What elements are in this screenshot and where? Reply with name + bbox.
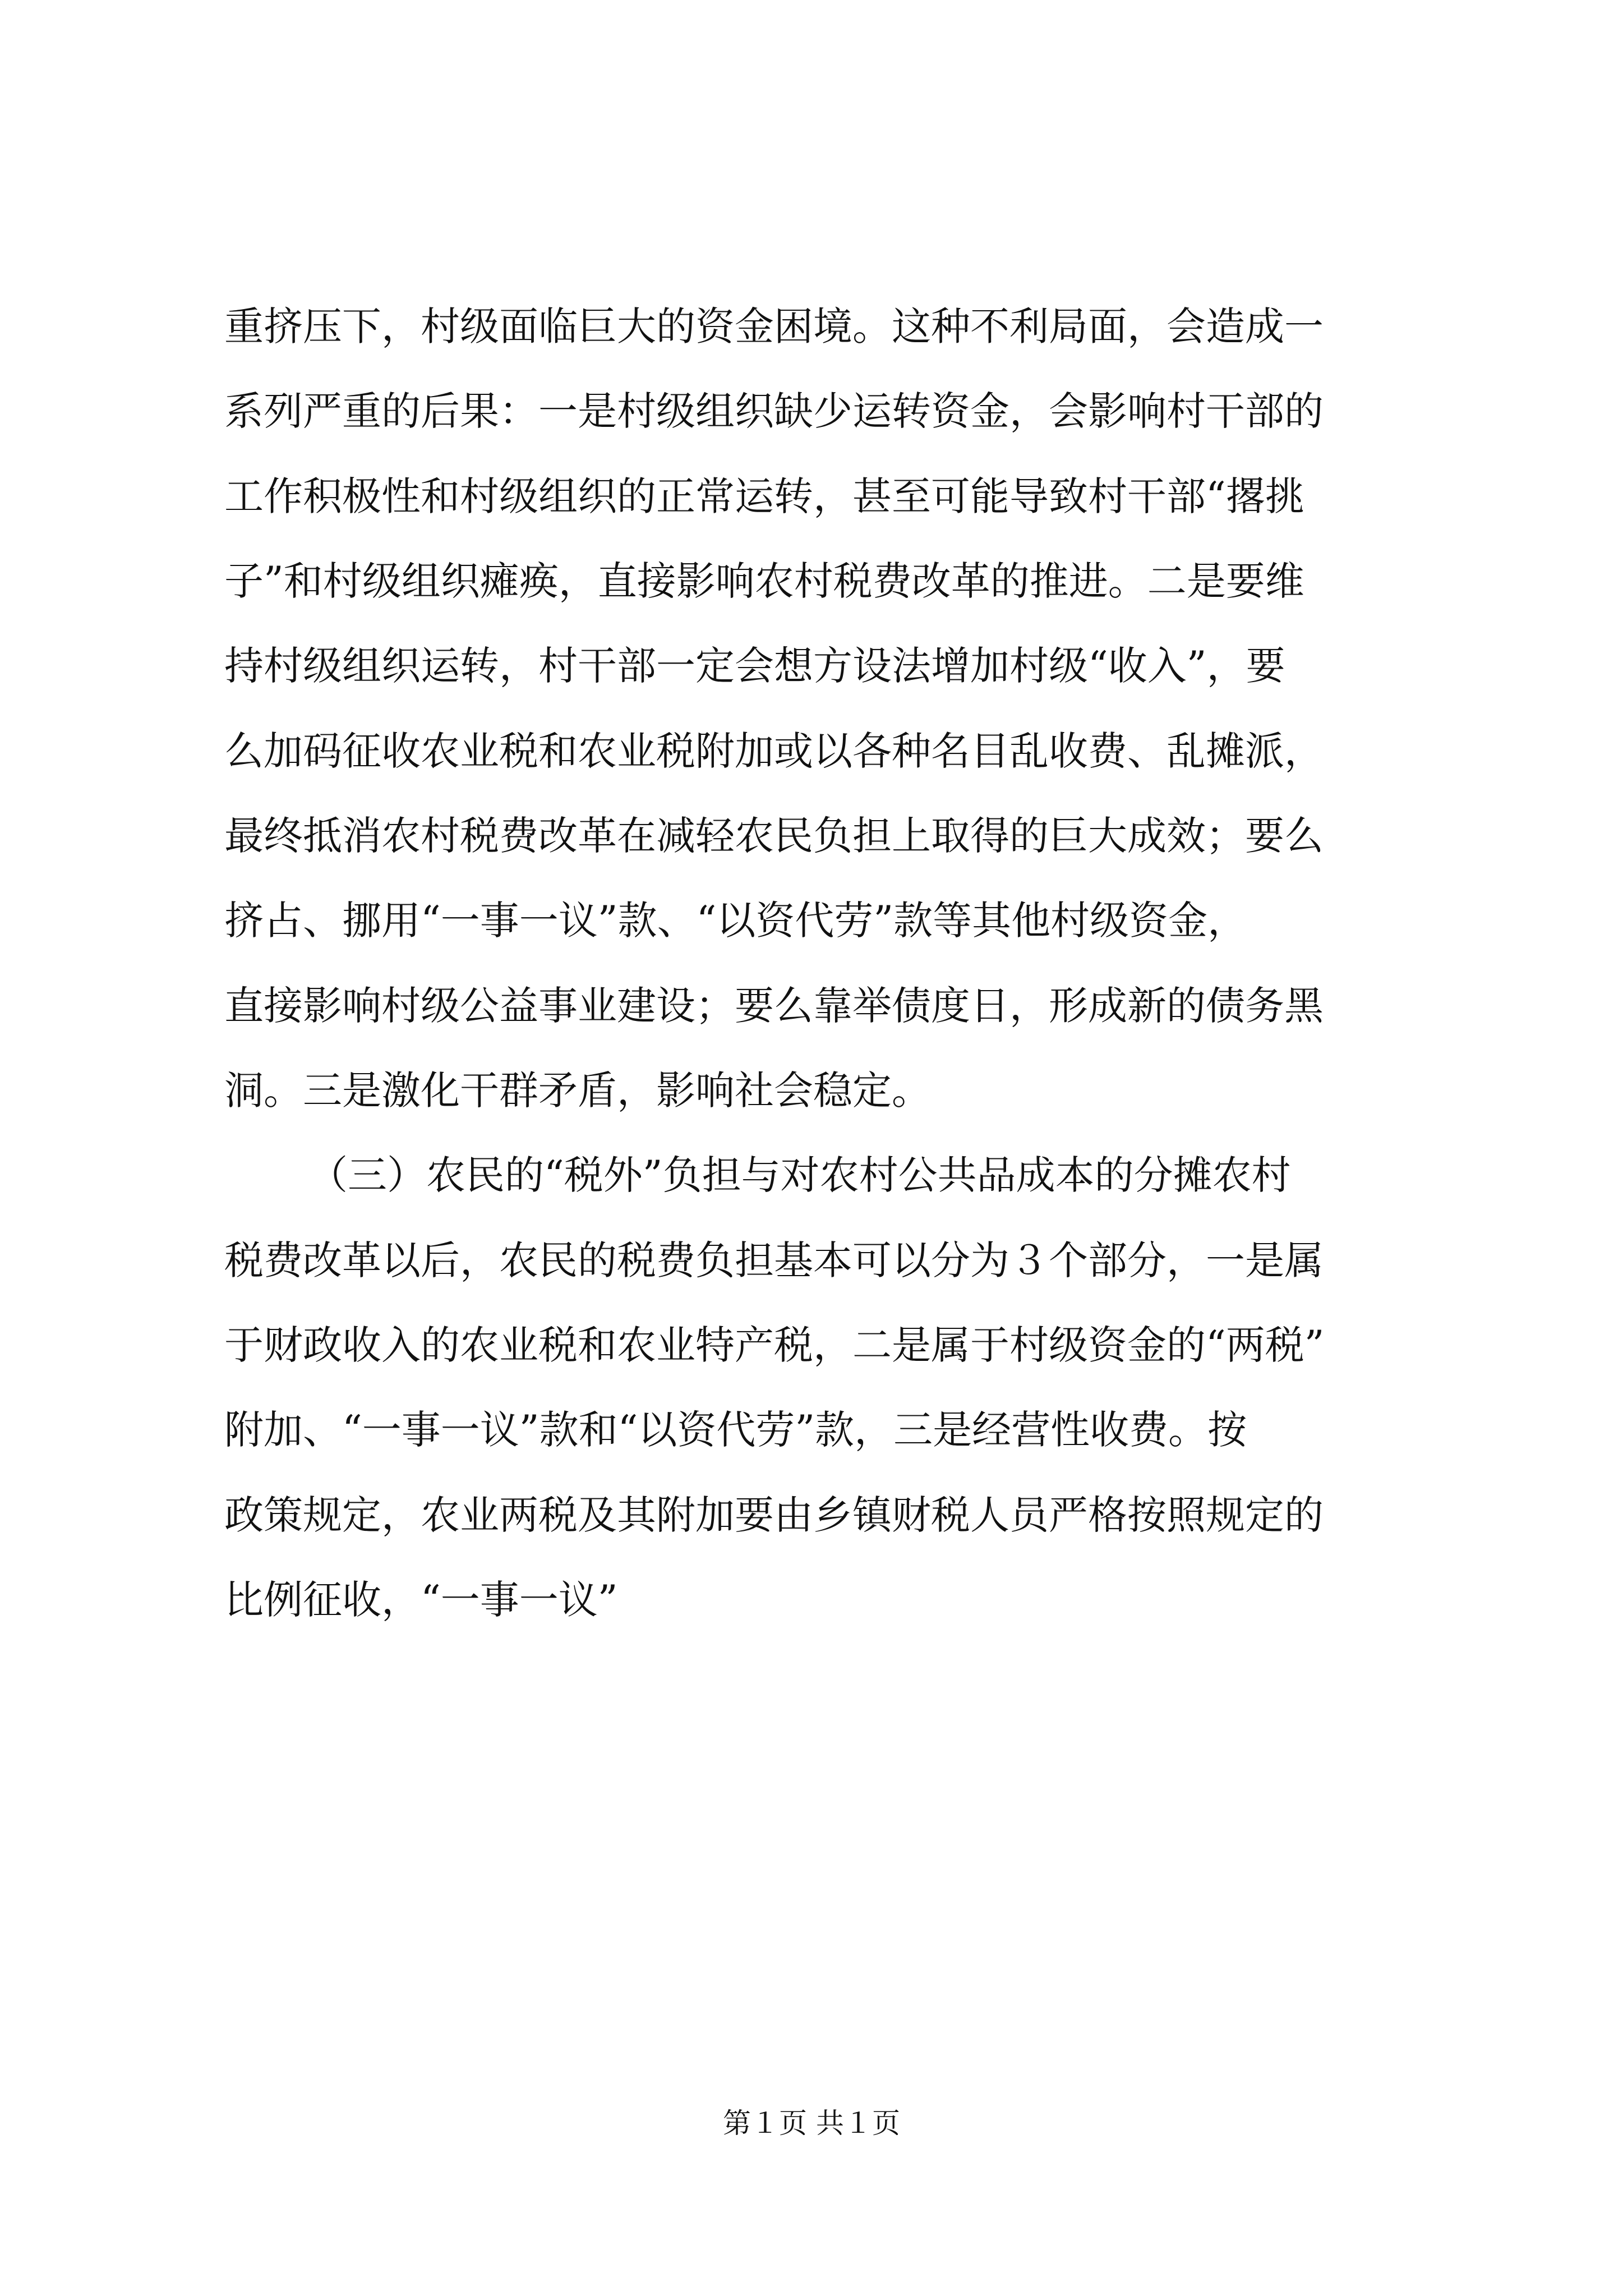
text-line: 比例征收，“一事一议”	[224, 1577, 618, 1623]
text-line: 附加、“一事一议”款和“以资代劳”款，三是经营性收费。按	[224, 1407, 1247, 1453]
text-line-indented: （三）农民的“税外”负担与对农村公共品成本的分摊农村	[308, 1152, 1291, 1198]
text-line: 最终抵消农村税费改革在减轻农民负担上取得的巨大成效；要么	[224, 813, 1324, 859]
text-line: 子”和村级组织瘫痪，直接影响农村税费改革的推进。二是要维	[224, 558, 1304, 604]
text-line: 税费改革以后，农民的税费负担基本可以分为３个部分，一是属	[224, 1237, 1324, 1283]
text-line: 工作积极性和村级组织的正常运转，甚至可能导致村干部“撂挑	[224, 473, 1304, 519]
text-line: 持村级组织运转，村干部一定会想方设法增加村级“收入”，要	[224, 643, 1285, 689]
text-line: 于财政收入的农业税和农业特产税，二是属于村级资金的“两税”	[224, 1322, 1325, 1368]
page-footer	[0, 2106, 1623, 2140]
text-line: 洞。三是激化干群矛盾，影响社会稳定。	[224, 1068, 931, 1114]
text-line: 重挤压下，村级面临巨大的资金困境。这种不利局面，会造成一	[224, 303, 1324, 349]
text-line: 挤占、挪用“一事一议”款、“以资代劳”款等其他村级资金，	[224, 898, 1247, 944]
text-line: 直接影响村级公益事业建设；要么靠举债度日，形成新的债务黑	[224, 983, 1324, 1029]
text-line: 政策规定，农业两税及其附加要由乡镇财税人员严格按照规定的	[224, 1492, 1324, 1538]
page-number-label: 第１页 共１页	[723, 2107, 900, 2139]
text-line: 么加码征收农业税和农业税附加或以各种名目乱收费、乱摊派，	[224, 728, 1324, 774]
text-line: 系列严重的后果：一是村级组织缺少运转资金，会影响村干部的	[224, 388, 1324, 434]
